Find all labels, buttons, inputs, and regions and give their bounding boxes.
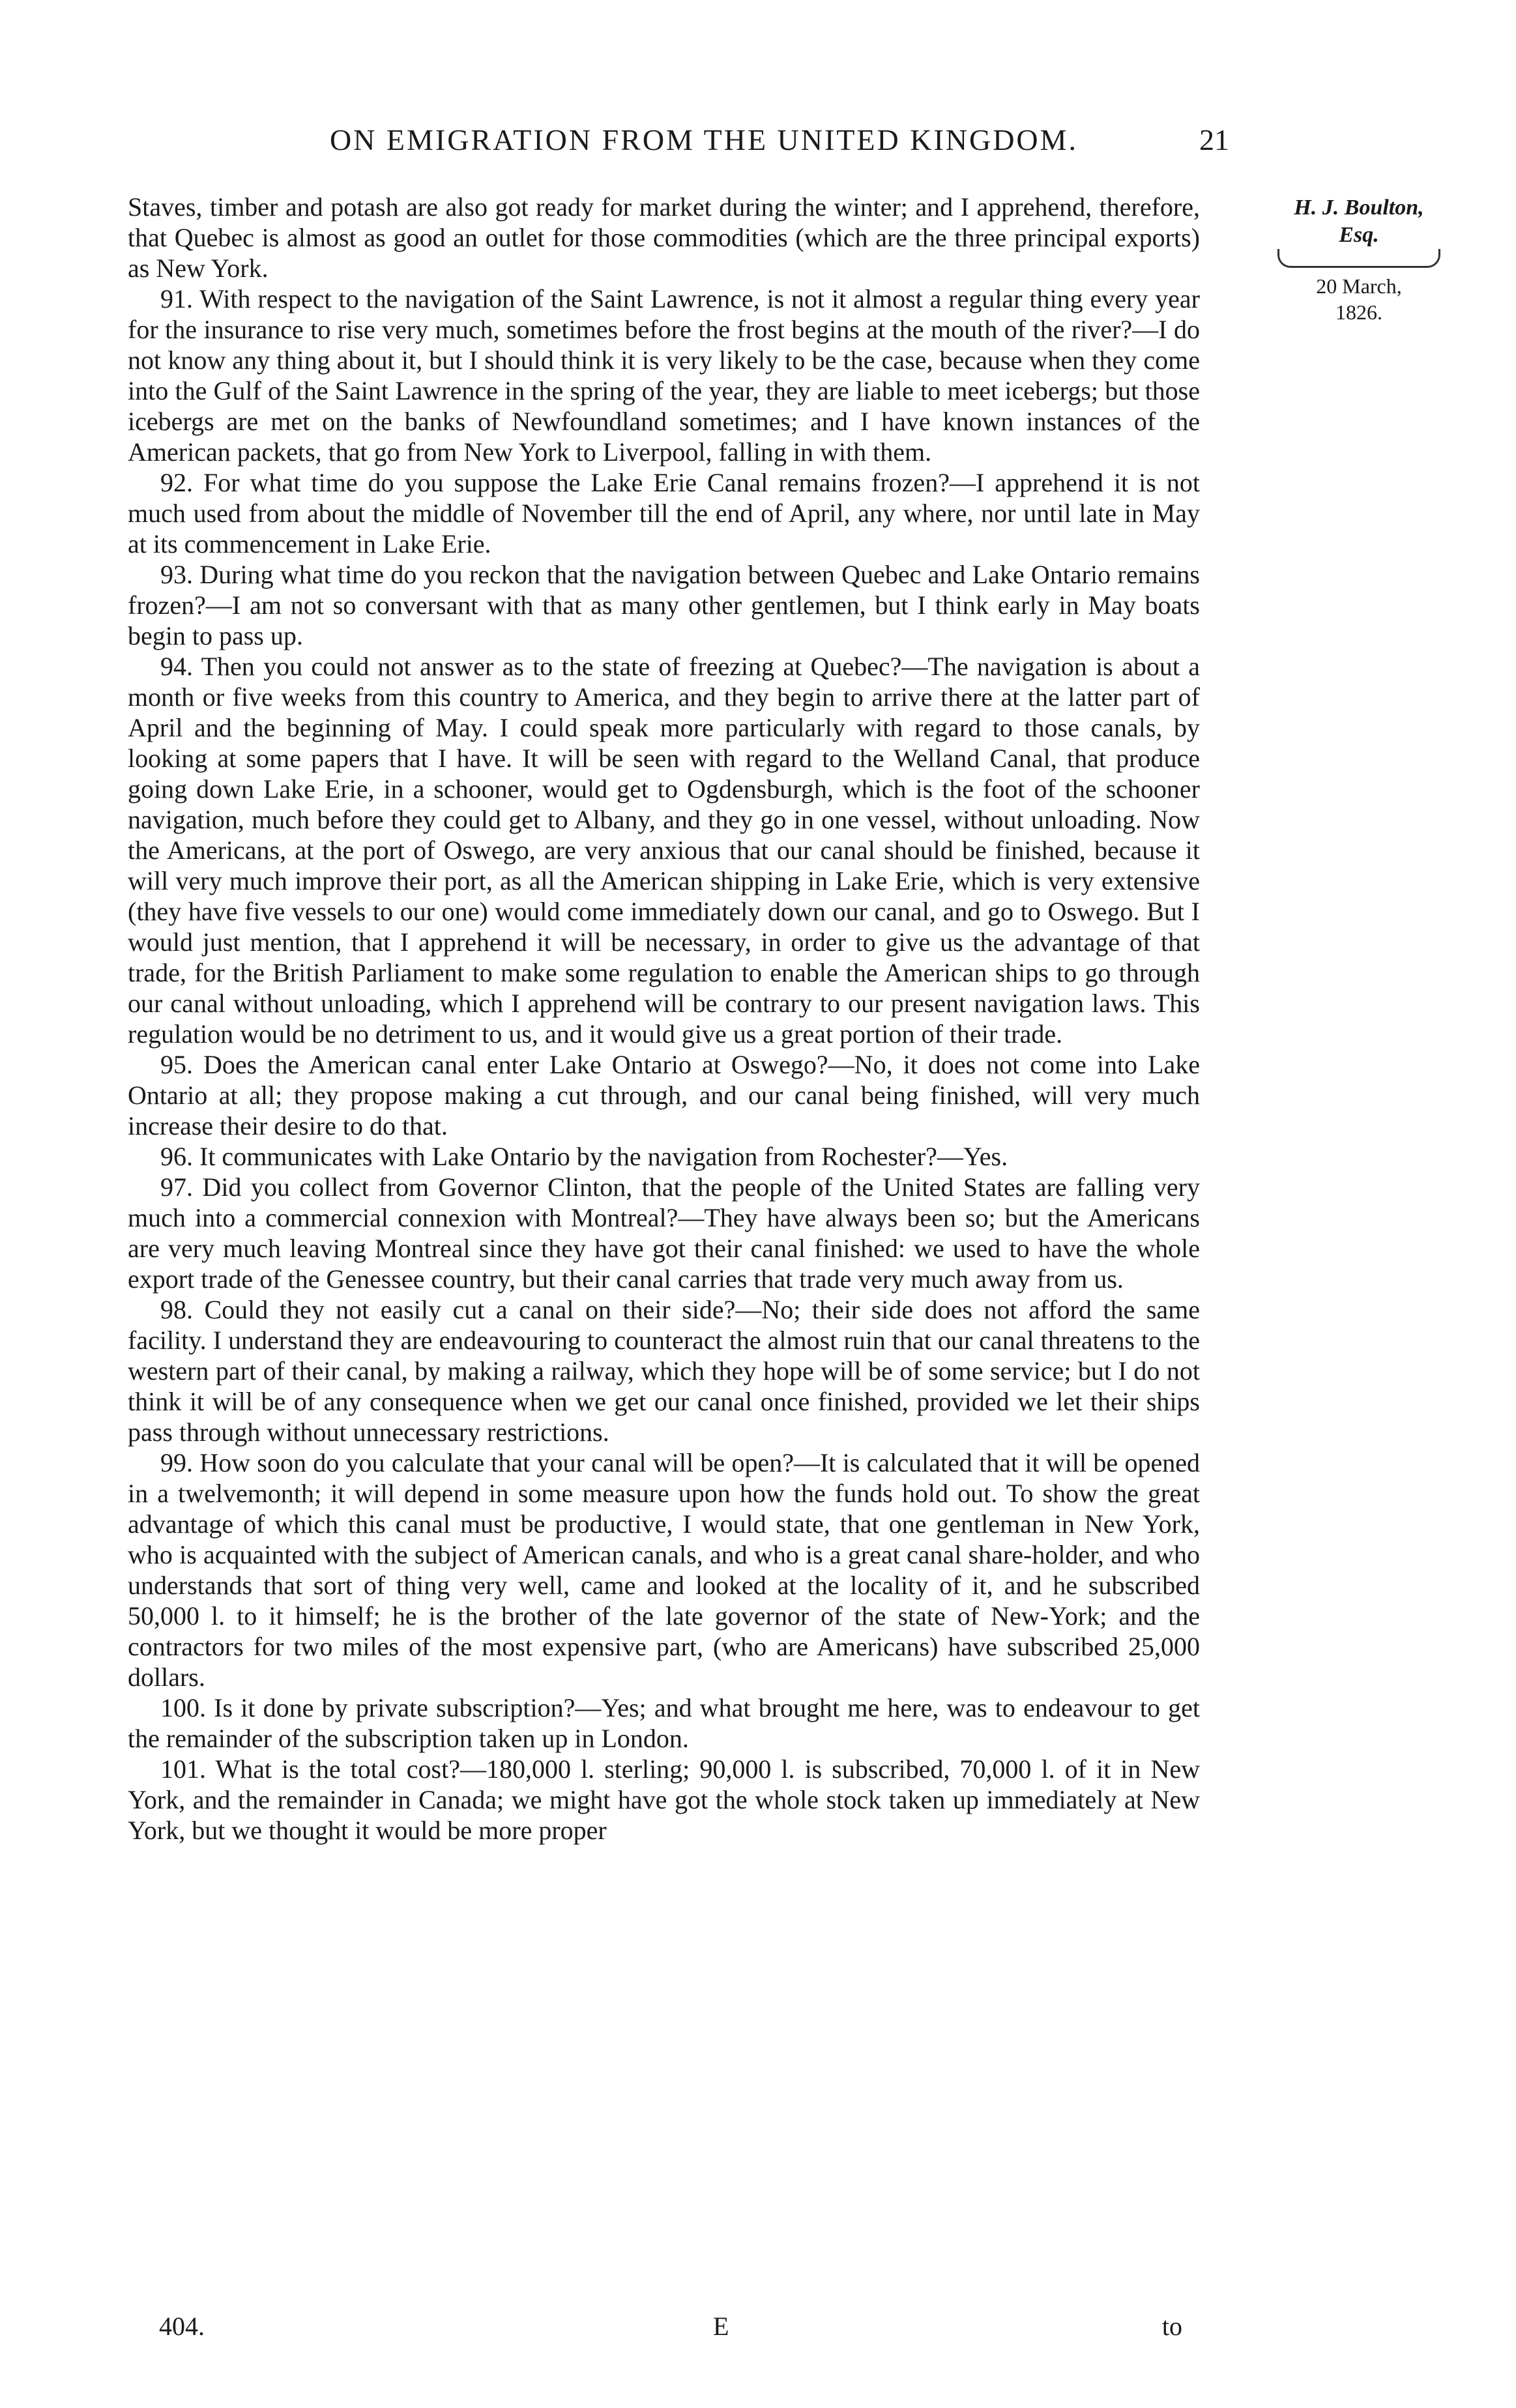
brace-divider xyxy=(1277,249,1440,268)
paragraph-91: 91. With respect to the navigation of the Saint Lawrence, is not it almost a regular thing every year for the insurance to rise very much, sometimes before the frost begins at the mouth of the river?—I do not know any thing about it, but I should think it is very likely to be the case, because when they come into the Gulf of the Saint Lawrence in the spring of the year, they are liable to meet icebergs; but those icebergs are met on the banks of Newfoundland sometimes; and I have known instances of the American packets, that go from New York to Liverpool, falling in with them. xyxy=(128,284,1200,467)
paragraph-93: 93. During what time do you reckon that the navigation between Quebec and Lake Ontario remains frozen?—I am not so conversant with that as many other gentlemen, but I think early in May boats begin to pass up. xyxy=(128,560,1200,650)
signature-mark: 404. xyxy=(159,2312,205,2341)
witness-date-year: 1826. xyxy=(1335,300,1382,324)
paragraph-95: 95. Does the American canal enter Lake Ontario at Oswego?—No, it does not come into Lake Ontario at all; they propose making a cut through, and our canal being finished, will very much increase their desire to do that. xyxy=(128,1050,1200,1140)
paragraph: Staves, timber and potash are also got ready for market during the winter; and I apprehend, therefore, that Quebec is almost as good an outlet for those commodities (which are the three principal exports) as New York. xyxy=(128,192,1200,283)
paragraph-100: 100. Is it done by private subscription?—Yes; and what brought me here, was to endeavour to get the remainder of the subscription taken up in London. xyxy=(128,1693,1200,1753)
running-header: ON EMIGRATION FROM THE UNITED KINGDOM. xyxy=(329,123,1079,156)
paragraph-92: 92. For what time do you suppose the Lake Erie Canal remains frozen?—I apprehend it is not much used from about the middle of November till the end of April, any where, nor until late in May at its commencement in Lake Erie. xyxy=(128,468,1200,558)
signature-letter: E xyxy=(713,2312,729,2341)
paragraph-94: 94. Then you could not answer as to the state of freezing at Quebec?—The navigation is about a month or five weeks from this country to America, and they begin to arrive there at the latter part of April and the beginning of May. I could speak more particularly with regard to those canals, by looking at some papers that I have. It will be seen with regard to the Welland Canal, that produce going down Lake Erie, in a schooner, would get to Ogdensburgh, which is the foot of the schooner navigation, much before they could get to Albany, and they go in one vessel, without unloading. Now the Americans, at the port of Oswego, are very anxious that our canal should be finished, because it will very much improve their port, as all the American shipping in Lake Erie, which is very extensive (they have five vessels to our one) would come immediately down our canal, and go to Oswego. But I would just mention, that I apprehend it will be necessary, in order to give us the advantage of that trade, for the British Parliament to make some regulation to enable the American ships to go through our canal without unloading, which I apprehend will be contrary to our present navigation laws. This regulation would be no detriment to us, and it would give us a great portion of their trade. xyxy=(128,652,1200,1049)
paragraph-97: 97. Did you collect from Governor Clinton, that the people of the United States are falling very much into a commercial connexion with Montreal?—They have always been so; but the Americans are very much leaving Montreal since they have got their canal finished: we used to have the whole export trade of the Genessee country, but their canal carries that trade very much away from us. xyxy=(128,1172,1200,1294)
catchword: to xyxy=(1161,2312,1182,2341)
margin-note xyxy=(1271,194,1447,325)
page-footer xyxy=(159,2311,1182,2343)
witness-title: Esq. xyxy=(1339,223,1379,247)
paragraph-96: 96. It communicates with Lake Ontario by the navigation from Rochester?—Yes. xyxy=(160,1142,1008,1171)
page-number: 21 xyxy=(1199,123,1229,156)
paragraph-98: 98. Could they not easily cut a canal on their side?—No; their side does not afford the same facility. I understand they are endeavouring to counteract the almost ruin that our canal threatens to the western part of their canal, by making a railway, which they hope will be of some service; but I do not think it will be of any consequence when we get our canal once finished, provided we let their ships pass through without unnecessary restrictions. xyxy=(128,1295,1200,1447)
body-text xyxy=(128,192,1200,1846)
witness-name: H. J. Boulton, xyxy=(1294,196,1424,220)
paragraph-99: 99. How soon do you calculate that your canal will be open?—It is calculated that it will be opened in a twelvemonth; it will depend in some measure upon how the funds hold out. To show the great advantage of which this canal must be productive, I would state, that one gentleman in New York, who is acquainted with the subject of American canals, and who is a great canal share-holder, and who understands that sort of thing very well, came and looked at the locality of it, and he subscribed 50,000 l. to it himself; he is the brother of the late governor of the state of New-York; and the contractors for two miles of the most expensive part, (who are Americans) have subscribed 25,000 dollars. xyxy=(128,1448,1200,1692)
witness-date-day: 20 March, xyxy=(1316,274,1402,298)
paragraph-101: 101. What is the total cost?—180,000 l. sterling; 90,000 l. is subscribed, 70,000 l. of it in New York, and the remainder in Canada; we might have got the whole stock taken up immediately at New York, but we thought it would be more proper xyxy=(128,1754,1200,1845)
